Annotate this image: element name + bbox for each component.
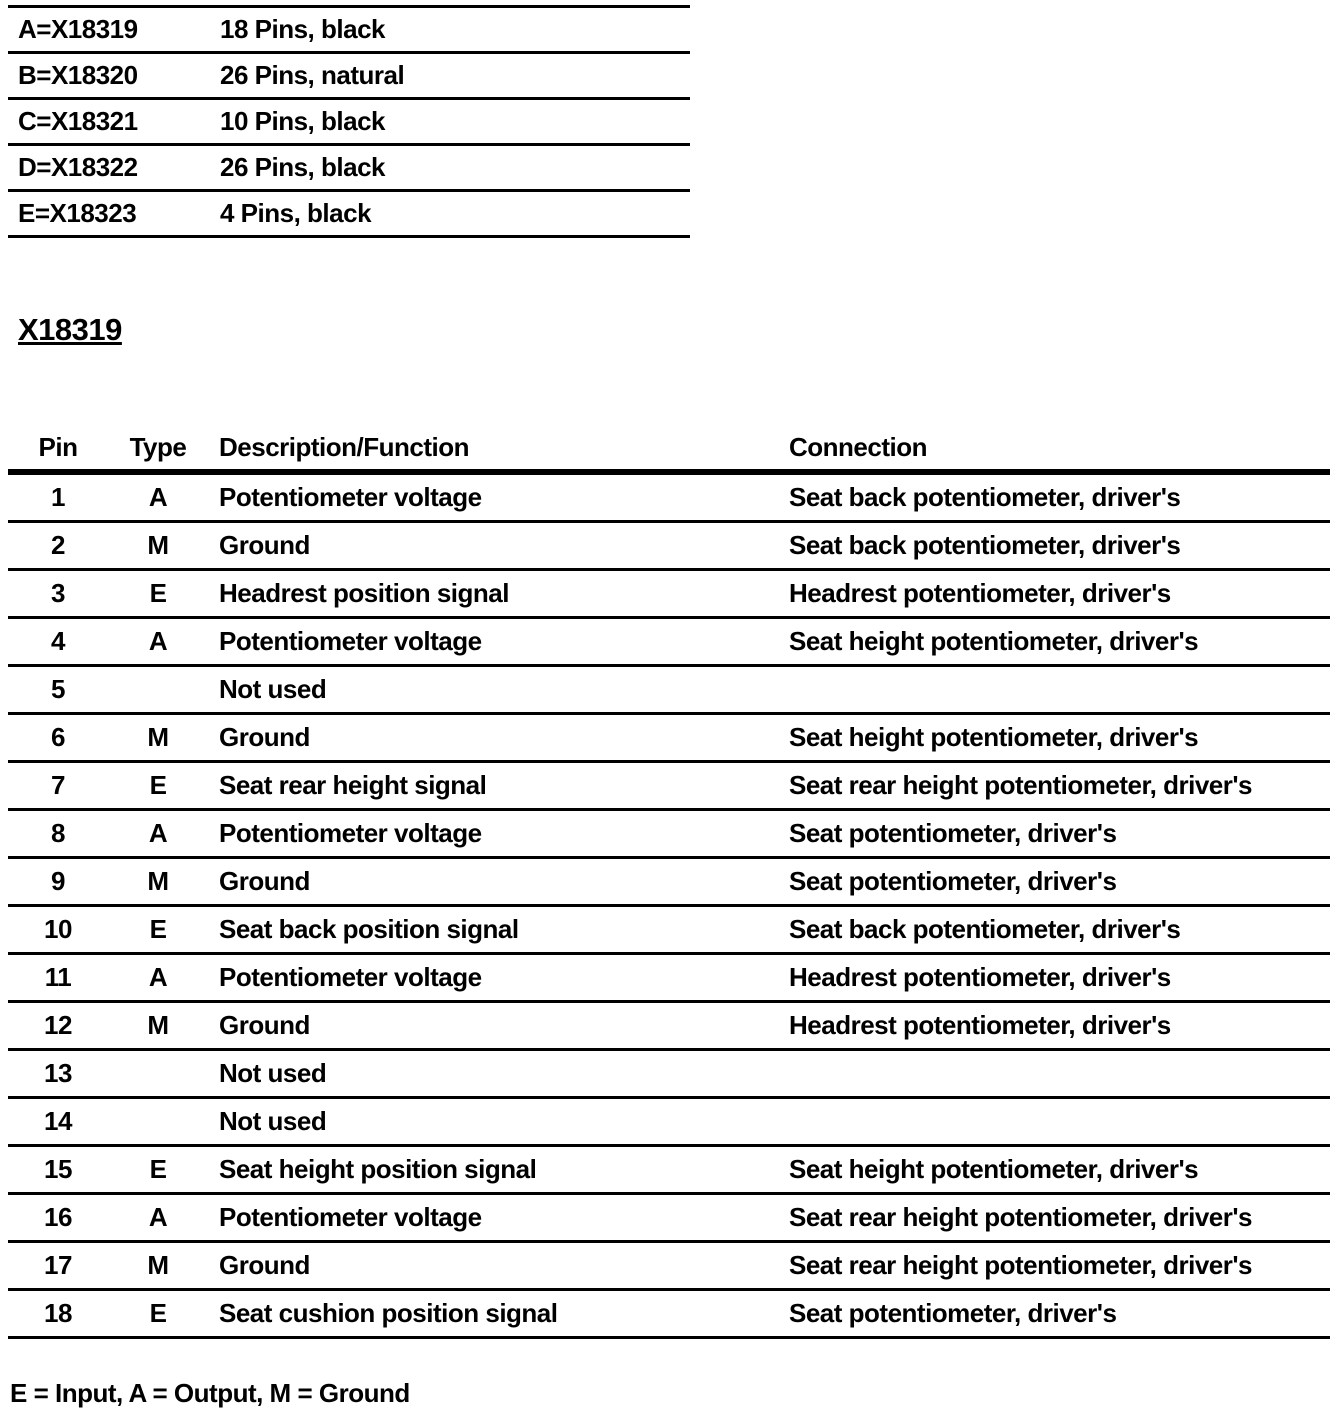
connector-code: B=X18320 <box>8 53 210 99</box>
connection-cell: Seat potentiometer, driver's <box>789 1290 1330 1338</box>
type-cell <box>108 666 208 714</box>
description-cell: Seat back position signal <box>208 906 789 954</box>
pin-cell: 17 <box>8 1242 108 1290</box>
connection-cell <box>789 1098 1330 1146</box>
table-row <box>8 618 1330 666</box>
table-row <box>8 858 1330 906</box>
connection-cell: Seat rear height potentiometer, driver's <box>789 1242 1330 1290</box>
type-cell: E <box>108 570 208 618</box>
pin-cell: 6 <box>8 714 108 762</box>
connector-code: C=X18321 <box>8 99 210 145</box>
table-row <box>8 954 1330 1002</box>
pin-cell: 9 <box>8 858 108 906</box>
connection-cell: Headrest potentiometer, driver's <box>789 570 1330 618</box>
pin-cell: 3 <box>8 570 108 618</box>
connector-code: E=X18323 <box>8 191 210 237</box>
header-type: Type <box>108 425 208 472</box>
connection-cell: Seat height potentiometer, driver's <box>789 618 1330 666</box>
table-row <box>8 666 1330 714</box>
type-cell: A <box>108 1194 208 1242</box>
connector-list-table <box>8 5 690 238</box>
connection-cell: Seat back potentiometer, driver's <box>789 472 1330 522</box>
connector-description: 26 Pins, natural <box>210 53 690 99</box>
connection-cell: Seat height potentiometer, driver's <box>789 1146 1330 1194</box>
type-cell: A <box>108 472 208 522</box>
description-cell: Seat cushion position signal <box>208 1290 789 1338</box>
description-cell: Ground <box>208 522 789 570</box>
header-connection: Connection <box>789 425 1330 472</box>
table-row <box>8 1050 1330 1098</box>
connection-cell: Seat rear height potentiometer, driver's <box>789 1194 1330 1242</box>
table-row <box>8 1194 1330 1242</box>
pin-cell: 11 <box>8 954 108 1002</box>
table-row <box>8 1098 1330 1146</box>
pin-cell: 16 <box>8 1194 108 1242</box>
connection-cell: Seat rear height potentiometer, driver's <box>789 762 1330 810</box>
description-cell: Ground <box>208 1242 789 1290</box>
type-cell: E <box>108 1146 208 1194</box>
pin-table-header <box>8 425 1330 472</box>
description-cell: Ground <box>208 714 789 762</box>
type-cell: M <box>108 858 208 906</box>
table-row <box>8 1290 1330 1338</box>
connection-cell: Headrest potentiometer, driver's <box>789 1002 1330 1050</box>
pin-cell: 4 <box>8 618 108 666</box>
pin-assignment-table <box>8 425 1330 1339</box>
connector-row <box>8 145 690 191</box>
type-cell: A <box>108 810 208 858</box>
type-cell: M <box>108 1002 208 1050</box>
type-cell: M <box>108 522 208 570</box>
description-cell: Seat rear height signal <box>208 762 789 810</box>
connector-description: 10 Pins, black <box>210 99 690 145</box>
header-description: Description/Function <box>208 425 789 472</box>
description-cell: Not used <box>208 1098 789 1146</box>
connector-row <box>8 99 690 145</box>
description-cell: Headrest position signal <box>208 570 789 618</box>
table-row <box>8 522 1330 570</box>
type-legend: E = Input, A = Output, M = Ground <box>10 1378 410 1408</box>
table-row <box>8 570 1330 618</box>
type-cell: M <box>108 1242 208 1290</box>
connector-description: 18 Pins, black <box>210 7 690 53</box>
description-cell: Potentiometer voltage <box>208 954 789 1002</box>
connector-row <box>8 53 690 99</box>
table-row <box>8 906 1330 954</box>
table-row <box>8 472 1330 522</box>
description-cell: Not used <box>208 666 789 714</box>
table-row <box>8 1146 1330 1194</box>
connector-row <box>8 191 690 237</box>
type-cell <box>108 1050 208 1098</box>
pin-cell: 13 <box>8 1050 108 1098</box>
header-pin: Pin <box>8 425 108 472</box>
header-row <box>8 425 1330 472</box>
pin-cell: 5 <box>8 666 108 714</box>
table-row <box>8 762 1330 810</box>
description-cell: Seat height position signal <box>208 1146 789 1194</box>
type-cell: M <box>108 714 208 762</box>
connector-code: A=X18319 <box>8 7 210 53</box>
pin-cell: 8 <box>8 810 108 858</box>
type-cell <box>108 1098 208 1146</box>
connection-cell: Seat potentiometer, driver's <box>789 810 1330 858</box>
pin-cell: 2 <box>8 522 108 570</box>
connection-cell <box>789 1050 1330 1098</box>
pin-cell: 7 <box>8 762 108 810</box>
connector-row <box>8 7 690 53</box>
pin-cell: 12 <box>8 1002 108 1050</box>
table-row <box>8 1002 1330 1050</box>
connection-cell: Seat height potentiometer, driver's <box>789 714 1330 762</box>
connection-cell: Seat potentiometer, driver's <box>789 858 1330 906</box>
type-cell: E <box>108 1290 208 1338</box>
pin-table-body <box>8 472 1330 1338</box>
connector-code: D=X18322 <box>8 145 210 191</box>
description-cell: Potentiometer voltage <box>208 618 789 666</box>
pin-cell: 15 <box>8 1146 108 1194</box>
connection-cell: Headrest potentiometer, driver's <box>789 954 1330 1002</box>
description-cell: Potentiometer voltage <box>208 1194 789 1242</box>
pin-cell: 14 <box>8 1098 108 1146</box>
description-cell: Not used <box>208 1050 789 1098</box>
connector-description: 4 Pins, black <box>210 191 690 237</box>
pin-cell: 10 <box>8 906 108 954</box>
type-cell: E <box>108 906 208 954</box>
connector-list-body <box>8 7 690 237</box>
pin-cell: 18 <box>8 1290 108 1338</box>
table-row <box>8 714 1330 762</box>
table-row <box>8 1242 1330 1290</box>
connection-cell <box>789 666 1330 714</box>
connection-cell: Seat back potentiometer, driver's <box>789 522 1330 570</box>
connection-cell: Seat back potentiometer, driver's <box>789 906 1330 954</box>
description-cell: Ground <box>208 1002 789 1050</box>
description-cell: Potentiometer voltage <box>208 472 789 522</box>
type-cell: A <box>108 618 208 666</box>
section-title: X18319 <box>18 312 122 347</box>
type-cell: E <box>108 762 208 810</box>
connector-description: 26 Pins, black <box>210 145 690 191</box>
table-row <box>8 810 1330 858</box>
description-cell: Ground <box>208 858 789 906</box>
description-cell: Potentiometer voltage <box>208 810 789 858</box>
pin-cell: 1 <box>8 472 108 522</box>
type-cell: A <box>108 954 208 1002</box>
